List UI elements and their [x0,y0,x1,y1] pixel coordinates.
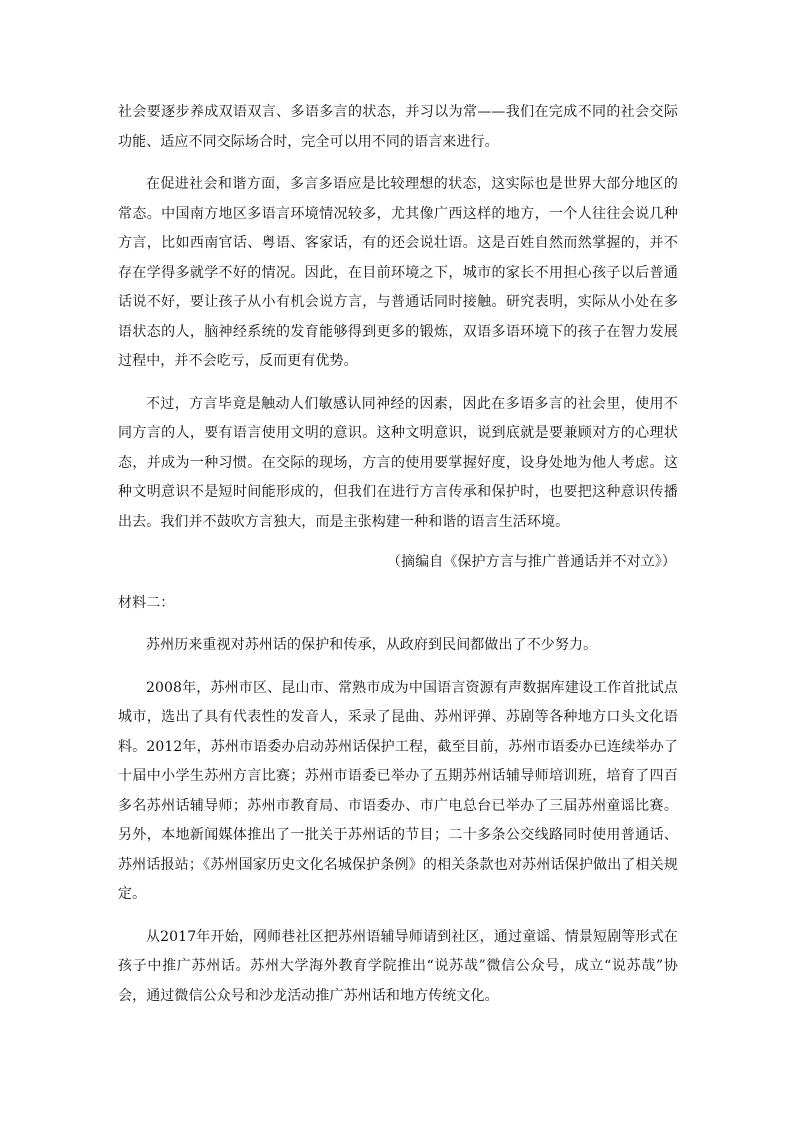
paragraph-suzhou-intro: 苏州历来重视对苏州话的保护和传承，从政府到民间都做出了不少努力。 [146,637,598,653]
paragraph-continuation: 社会要逐步养成双语双言、多语多言的状态，并习以为常——我们在完成不同的社会交际功能、适应不同交际场合时，完全可以用不同的语言来进行。 [118,104,678,150]
paragraph-suzhou-community: 从2017年开始，网师巷社区把苏州语辅导师请到社区，通过童谣、情景短剧等形式在孩子中推广苏州话。苏州大学海外教育学院推出“说苏哉”微信公众号，成立“说苏哉”协会，通过微信公众号和沙龙活动推广苏州话和地方传统文化。 [118,928,678,1004]
source-citation: （摘编自《保护方言与推广普通话并不对立》） [386,554,676,570]
paragraph-suzhou-efforts: 2008年，苏州市区、昆山市、常熟市成为中国语言资源有声数据库建设工作首批试点城市，选出了具有代表性的发音人，采录了昆曲、苏州评弹、苏剧等各种地方口头文化语料。2012年，苏州市语委办启动苏州话保护工程，截至目前，苏州市语委办已连续举办了十届中小学生苏州方言比赛；苏州市语委已举办了五期苏州话辅导师培训班，培育了四百多名苏州话辅导师；苏州市教育局、市语委办、市广电总台已举办了三届苏州童谣比赛。另外，本地新闻媒体推出了一批关于苏州话的节目；二十多条公交线路同时使用普通话、苏州话报站；《苏州国家历史文化名城保护条例》的相关条款也对苏州话保护做出了相关规定。 [118,679,678,902]
paragraph-civility: 不过，方言毕竟是触动人们敏感认同神经的因素，因此在多语多言的社会里，使用不同方言的人，要有语言使用文明的意识。这种文明意识，说到底就是要兼顾对方的心理状态，并成为一种习惯。在交际的现场，方言的使用要掌握好度，设身处地为他人考虑。这种文明意识不是短时间能形成的，但我们在进行方言传承和保护时，也要把这种意识传播出去。我们并不鼓吹方言独大，而是主张构建一种和谐的语言生活环境。 [118,395,678,530]
document-page [118,98,678,1011]
material-two-heading: 材料二： [118,594,175,611]
paragraph-social-harmony: 在促进社会和谐方面，多言多语应是比较理想的状态，这实际也是世界大部分地区的常态。中国南方地区多语言环境情况较多，尤其像广西这样的地方，一个人往往会说几种方言，比如西南官话、粤语、客家话，有的还会说壮语。这是百姓自然而然掌握的，并不存在学得多就学不好的情况。因此，在目前环境之下，城市的家长不用担心孩子以后普通话说不好，要让孩子从小有机会说方言，与普通话同时接触。研究表明，实际从小处在多语状态的人，脑神经系统的发育能够得到更多的锻炼，双语多语环境下的孩子在智力发展过程中，并不会吃亏，反而更有优势。 [118,176,678,369]
